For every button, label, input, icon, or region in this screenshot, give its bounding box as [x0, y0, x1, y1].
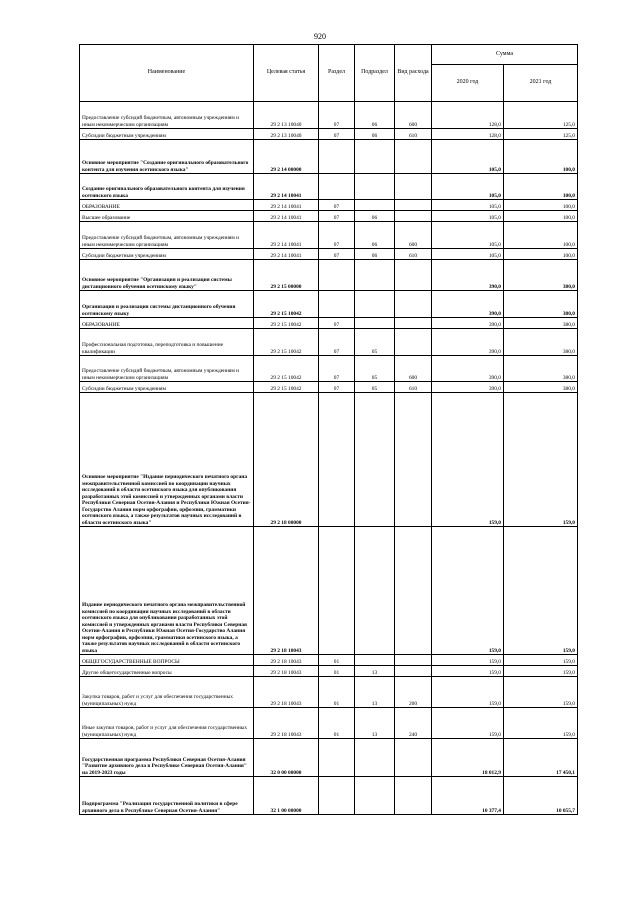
row-target-code: 29 2 15 10042	[254, 291, 319, 318]
row-subsection: 13	[355, 666, 395, 677]
row-name: Предоставление субсидий бюджетным, автономным учреждениям и иным некоммерческим организациям	[80, 222, 254, 249]
row-name: ОБЩЕГОСУДАРСТВЕННЫЕ ВОПРОСЫ	[80, 655, 254, 666]
table-row	[80, 677, 578, 708]
row-expense-type: 610	[395, 129, 432, 140]
row-section	[319, 527, 355, 655]
table-row	[80, 655, 578, 666]
row-name: Издание периодического печатного органа межправительственной комиссией по координации научных исследований в области осетинского языка для опубликования разработанных этой комиссией и утвержденных органами власти Республики Северная Осетия-Алания и Республики Южная Осетия-Государство Алания норм орфографии, орфоэпии, грамматики осетинского языка, а также результатов научных исследований в области осетинского языка	[80, 527, 254, 655]
row-amount-2021: 380,0	[504, 356, 578, 382]
row-section: 07	[319, 318, 355, 329]
row-subsection	[355, 318, 395, 329]
row-amount-2020: 159,0	[432, 527, 504, 655]
row-amount-2020: 10 377,4	[432, 777, 504, 815]
row-subsection: 06	[355, 102, 395, 129]
row-amount-2020: 159,0	[432, 393, 504, 527]
row-target-code: 29 2 14 10041	[254, 211, 319, 222]
table-row	[80, 329, 578, 356]
row-target-code: 29 2 15 10042	[254, 329, 319, 356]
row-amount-2020: 105,0	[432, 200, 504, 211]
row-target-code: 29 2 15 10042	[254, 356, 319, 382]
row-amount-2021: 159,0	[504, 666, 578, 677]
row-amount-2020: 105,0	[432, 222, 504, 249]
row-amount-2020: 159,0	[432, 708, 504, 739]
row-name: Создание оригинального образовательного контента для изучения осетинского языка	[80, 174, 254, 200]
row-amount-2021: 159,0	[504, 708, 578, 739]
row-amount-2021: 100,0	[504, 222, 578, 249]
row-name: Основное мероприятие "Издание периодического печатного органа межправительственной комиссией по координации научных исследований в области осетинского языка для опубликования разработанных этой комиссией и утвержденных органами власти Республики Северная Осетия-Алания и Республики Южная Осетия-Государство Алания норм орфографии, орфоэпии, грамматики осетинского языка, а также результатов научных исследований в области осетинского языка"	[80, 393, 254, 527]
row-target-code: 29 2 15 00000	[254, 260, 319, 291]
row-amount-2021: 159,0	[504, 677, 578, 708]
header-subsection: Подраздел	[355, 45, 395, 102]
table-row	[80, 708, 578, 739]
table-row	[80, 140, 578, 174]
row-name: Основное мероприятие "Организация и реализация системы дистанционного обучения осетинскому языку"	[80, 260, 254, 291]
table-row	[80, 200, 578, 211]
row-target-code: 32 0 00 00000	[254, 739, 319, 777]
row-subsection	[355, 527, 395, 655]
row-subsection: 13	[355, 708, 395, 739]
row-section: 07	[319, 222, 355, 249]
row-amount-2020: 390,0	[432, 318, 504, 329]
row-name: Субсидии бюджетным учреждениям	[80, 249, 254, 260]
table-row	[80, 174, 578, 200]
row-amount-2021: 380,0	[504, 329, 578, 356]
row-name: Государственная программа Республики Северная Осетия-Алания "Развитие архивного дела в Республике Северная Осетия-Алания" на 2019-2023 годы	[80, 739, 254, 777]
table-row	[80, 666, 578, 677]
row-amount-2020: 159,0	[432, 655, 504, 666]
header-target: Целевая статья	[254, 45, 319, 102]
row-target-code: 29 2 18 00000	[254, 393, 319, 527]
row-section: 07	[319, 382, 355, 393]
row-subsection	[355, 291, 395, 318]
header-sum: Сумма	[432, 45, 578, 65]
row-subsection	[355, 739, 395, 777]
row-subsection	[355, 655, 395, 666]
row-subsection: 13	[355, 677, 395, 708]
row-expense-type: 610	[395, 249, 432, 260]
row-target-code: 29 2 13 10040	[254, 102, 319, 129]
row-section: 07	[319, 129, 355, 140]
row-expense-type	[395, 291, 432, 318]
row-amount-2021: 380,0	[504, 382, 578, 393]
row-expense-type: 610	[395, 382, 432, 393]
page-number: 920	[314, 32, 326, 41]
row-amount-2021: 380,0	[504, 318, 578, 329]
row-name: Субсидии бюджетным учреждениям	[80, 129, 254, 140]
row-expense-type	[395, 655, 432, 666]
table-row	[80, 260, 578, 291]
row-target-code: 29 2 13 10040	[254, 129, 319, 140]
row-amount-2021: 159,0	[504, 527, 578, 655]
row-expense-type: 600	[395, 222, 432, 249]
row-amount-2020: 159,0	[432, 677, 504, 708]
budget-table	[79, 44, 578, 815]
row-name: Иные закупки товаров, работ и услуг для обеспечения государственных (муниципальных) нужд	[80, 708, 254, 739]
row-target-code: 29 2 18 10043	[254, 708, 319, 739]
row-subsection: 06	[355, 211, 395, 222]
table-row	[80, 222, 578, 249]
row-section: 01	[319, 666, 355, 677]
row-section: 01	[319, 677, 355, 708]
row-amount-2020: 390,0	[432, 260, 504, 291]
row-amount-2020: 105,0	[432, 174, 504, 200]
row-amount-2021: 125,0	[504, 102, 578, 129]
row-target-code: 29 2 18 10043	[254, 527, 319, 655]
row-amount-2020: 390,0	[432, 291, 504, 318]
row-amount-2020: 390,0	[432, 329, 504, 356]
row-amount-2021: 159,0	[504, 655, 578, 666]
row-section: 07	[319, 211, 355, 222]
row-name: Субсидии бюджетным учреждениям	[80, 382, 254, 393]
row-expense-type	[395, 393, 432, 527]
row-amount-2021: 380,0	[504, 291, 578, 318]
row-target-code: 29 2 14 10041	[254, 222, 319, 249]
row-amount-2020: 105,0	[432, 211, 504, 222]
row-expense-type	[395, 777, 432, 815]
row-name: Основное мероприятие "Создание оригинального образовательного контента для изучения осетинского языка"	[80, 140, 254, 174]
table-row	[80, 393, 578, 527]
table-header	[80, 45, 578, 102]
row-amount-2021: 10 055,7	[504, 777, 578, 815]
row-section	[319, 393, 355, 527]
row-subsection	[355, 174, 395, 200]
row-subsection: 06	[355, 249, 395, 260]
row-name: Высшее образование	[80, 211, 254, 222]
row-name: Профессиональная подготовка, переподготовка и повышение квалификации	[80, 329, 254, 356]
row-expense-type	[395, 260, 432, 291]
row-section: 07	[319, 249, 355, 260]
row-amount-2021: 100,0	[504, 140, 578, 174]
row-amount-2021: 380,0	[504, 260, 578, 291]
row-subsection	[355, 393, 395, 527]
row-amount-2020: 128,0	[432, 102, 504, 129]
row-amount-2020: 128,0	[432, 129, 504, 140]
table-row	[80, 382, 578, 393]
row-name: Закупка товаров, работ и услуг для обеспечения государственных (муниципальных) нужд	[80, 677, 254, 708]
table-row	[80, 129, 578, 140]
row-amount-2020: 105,0	[432, 249, 504, 260]
row-target-code: 29 2 14 10041	[254, 174, 319, 200]
row-section	[319, 777, 355, 815]
row-amount-2021: 17 450,1	[504, 739, 578, 777]
row-expense-type	[395, 318, 432, 329]
table-row	[80, 102, 578, 129]
row-expense-type	[395, 739, 432, 777]
row-subsection	[355, 777, 395, 815]
row-target-code: 29 2 18 10043	[254, 677, 319, 708]
header-year-2020: 2020 год	[432, 65, 504, 102]
row-subsection	[355, 140, 395, 174]
row-amount-2021: 100,0	[504, 249, 578, 260]
row-subsection: 06	[355, 129, 395, 140]
header-year-2021: 2021 год	[504, 65, 578, 102]
row-amount-2020: 390,0	[432, 356, 504, 382]
row-amount-2020: 18 012,9	[432, 739, 504, 777]
row-amount-2021: 100,0	[504, 200, 578, 211]
row-amount-2020: 390,0	[432, 382, 504, 393]
row-expense-type	[395, 211, 432, 222]
row-section	[319, 739, 355, 777]
row-expense-type	[395, 329, 432, 356]
row-name: ОБРАЗОВАНИЕ	[80, 318, 254, 329]
row-amount-2020: 105,0	[432, 140, 504, 174]
row-subsection: 05	[355, 382, 395, 393]
row-expense-type: 600	[395, 102, 432, 129]
row-section: 07	[319, 102, 355, 129]
row-expense-type	[395, 200, 432, 211]
row-target-code: 29 2 14 00000	[254, 140, 319, 174]
row-subsection	[355, 200, 395, 211]
row-name: Организация и реализация системы дистанционного обучения осетинскому языку	[80, 291, 254, 318]
row-section	[319, 291, 355, 318]
row-target-code: 29 2 18 10043	[254, 666, 319, 677]
row-name: ОБРАЗОВАНИЕ	[80, 200, 254, 211]
row-section	[319, 260, 355, 291]
row-expense-type	[395, 140, 432, 174]
row-expense-type: 200	[395, 677, 432, 708]
row-name: Подпрограмма "Реализация государственной политики в сфере архивного дела в Республике Северная Осетия-Алания"	[80, 777, 254, 815]
row-section	[319, 174, 355, 200]
header-section: Раздел	[319, 45, 355, 102]
row-expense-type	[395, 527, 432, 655]
table-body	[80, 102, 578, 815]
row-target-code: 32 1 00 00000	[254, 777, 319, 815]
row-subsection: 05	[355, 356, 395, 382]
row-expense-type: 600	[395, 356, 432, 382]
row-section	[319, 140, 355, 174]
table-row	[80, 739, 578, 777]
row-expense-type	[395, 174, 432, 200]
header-expense-type: Вид расхода	[395, 45, 432, 102]
row-expense-type	[395, 666, 432, 677]
table-row	[80, 356, 578, 382]
row-target-code: 29 2 18 10043	[254, 655, 319, 666]
row-subsection: 06	[355, 222, 395, 249]
row-section: 07	[319, 200, 355, 211]
row-subsection	[355, 260, 395, 291]
row-section: 01	[319, 708, 355, 739]
row-expense-type: 240	[395, 708, 432, 739]
row-target-code: 29 2 15 10042	[254, 318, 319, 329]
row-name: Другие общегосударственные вопросы	[80, 666, 254, 677]
row-amount-2020: 159,0	[432, 666, 504, 677]
row-amount-2021: 100,0	[504, 211, 578, 222]
header-name: Наименование	[80, 45, 254, 102]
row-target-code: 29 2 14 10041	[254, 200, 319, 211]
row-amount-2021: 159,0	[504, 393, 578, 527]
row-subsection: 05	[355, 329, 395, 356]
row-name: Предоставление субсидий бюджетным, автономным учреждениям и иным некоммерческим организациям	[80, 102, 254, 129]
row-section: 07	[319, 329, 355, 356]
table-row	[80, 777, 578, 815]
table-row	[80, 249, 578, 260]
row-section: 07	[319, 356, 355, 382]
table-row	[80, 527, 578, 655]
row-amount-2021: 125,0	[504, 129, 578, 140]
table-row	[80, 211, 578, 222]
row-name: Предоставление субсидий бюджетным, автономным учреждениям и иным некоммерческим организациям	[80, 356, 254, 382]
table-row	[80, 291, 578, 318]
row-section: 01	[319, 655, 355, 666]
row-target-code: 29 2 14 10041	[254, 249, 319, 260]
table-row	[80, 318, 578, 329]
row-target-code: 29 2 15 10042	[254, 382, 319, 393]
row-amount-2021: 100,0	[504, 174, 578, 200]
